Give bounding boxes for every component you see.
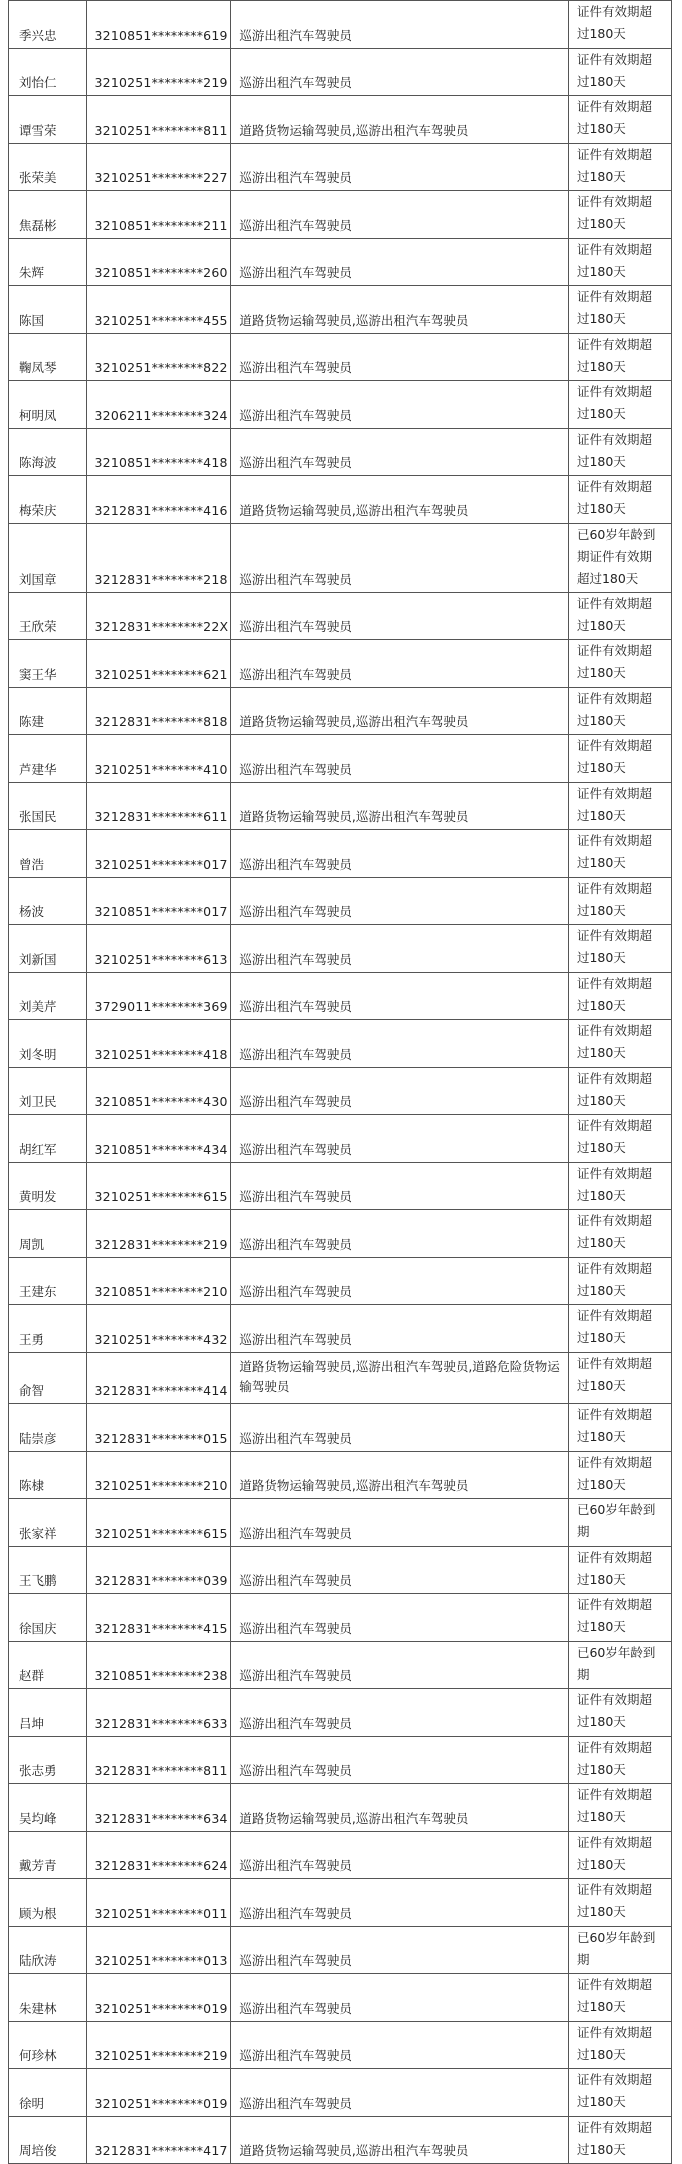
note-cell: 证件有效期超过180天 bbox=[568, 1879, 671, 1927]
note-cell: 证件有效期超过180天 bbox=[568, 333, 671, 381]
qualification-type-cell: 巡游出租汽车驾驶员 bbox=[231, 1020, 569, 1068]
id-number-cell: 3212831********634 bbox=[86, 1784, 231, 1832]
id-number-cell: 3210251********613 bbox=[86, 925, 231, 973]
table-row bbox=[9, 1404, 672, 1452]
qualification-type-cell: 道路货物运输驾驶员,巡游出租汽车驾驶员 bbox=[231, 1784, 569, 1832]
driver-name-cell: 张家祥 bbox=[9, 1499, 87, 1547]
driver-name-cell: 王勇 bbox=[9, 1305, 87, 1353]
qualification-type-cell: 巡游出租汽车驾驶员 bbox=[231, 1546, 569, 1594]
id-number-cell: 3210851********210 bbox=[86, 1257, 231, 1305]
driver-name-cell: 张志勇 bbox=[9, 1736, 87, 1784]
qualification-type-cell: 巡游出租汽车驾驶员 bbox=[231, 2021, 569, 2069]
driver-name-cell: 刘冬明 bbox=[9, 1020, 87, 1068]
qualification-type-cell: 巡游出租汽车驾驶员 bbox=[231, 830, 569, 878]
driver-name-cell: 王飞鹏 bbox=[9, 1546, 87, 1594]
note-cell: 证件有效期超过180天 bbox=[568, 2021, 671, 2069]
driver-name-cell: 刘国章 bbox=[9, 523, 87, 592]
driver-name-cell: 周培俊 bbox=[9, 2116, 87, 2164]
id-number-cell: 3210251********822 bbox=[86, 333, 231, 381]
qualification-type-cell: 巡游出租汽车驾驶员 bbox=[231, 1162, 569, 1210]
qualification-type-cell: 道路货物运输驾驶员,巡游出租汽车驾驶员 bbox=[231, 286, 569, 334]
qualification-type-cell: 道路货物运输驾驶员,巡游出租汽车驾驶员 bbox=[231, 2116, 569, 2164]
table-row bbox=[9, 1, 672, 49]
table-row bbox=[9, 1305, 672, 1353]
id-number-cell: 3212831********416 bbox=[86, 476, 231, 524]
qualification-type-cell: 巡游出租汽车驾驶员 bbox=[231, 1831, 569, 1879]
note-cell: 证件有效期超过180天 bbox=[568, 2116, 671, 2164]
qualification-type-cell: 巡游出租汽车驾驶员 bbox=[231, 1, 569, 49]
qualification-type-cell: 巡游出租汽车驾驶员 bbox=[231, 1210, 569, 1258]
table-row bbox=[9, 1831, 672, 1879]
driver-name-cell: 张国民 bbox=[9, 782, 87, 830]
note-cell: 证件有效期超过180天 bbox=[568, 2069, 671, 2117]
qualification-type-cell: 巡游出租汽车驾驶员 bbox=[231, 381, 569, 429]
note-cell: 证件有效期超过180天 bbox=[568, 830, 671, 878]
id-number-cell: 3210251********013 bbox=[86, 1926, 231, 1974]
qualification-type-cell: 巡游出租汽车驾驶员 bbox=[231, 1926, 569, 1974]
driver-name-cell: 吴均峰 bbox=[9, 1784, 87, 1832]
table-row bbox=[9, 381, 672, 429]
driver-name-cell: 柯明凤 bbox=[9, 381, 87, 429]
driver-name-cell: 刘怡仁 bbox=[9, 48, 87, 96]
note-cell: 证件有效期超过180天 bbox=[568, 735, 671, 783]
table-row bbox=[9, 1257, 672, 1305]
driver-table bbox=[8, 0, 672, 2164]
qualification-type-cell: 巡游出租汽车驾驶员 bbox=[231, 1641, 569, 1689]
driver-name-cell: 刘卫民 bbox=[9, 1067, 87, 1115]
driver-name-cell: 陈海波 bbox=[9, 428, 87, 476]
qualification-type-cell: 道路货物运输驾驶员,巡游出租汽车驾驶员 bbox=[231, 687, 569, 735]
note-cell: 证件有效期超过180天 bbox=[568, 1451, 671, 1499]
note-cell: 证件有效期超过180天 bbox=[568, 1067, 671, 1115]
id-number-cell: 3212831********039 bbox=[86, 1546, 231, 1594]
table-row bbox=[9, 830, 672, 878]
id-number-cell: 3210851********238 bbox=[86, 1641, 231, 1689]
qualification-type-cell: 巡游出租汽车驾驶员 bbox=[231, 640, 569, 688]
note-cell: 证件有效期超过180天 bbox=[568, 96, 671, 144]
table-row bbox=[9, 1546, 672, 1594]
note-cell: 证件有效期超过180天 bbox=[568, 1689, 671, 1737]
driver-name-cell: 刘美芹 bbox=[9, 972, 87, 1020]
table-row bbox=[9, 1162, 672, 1210]
id-number-cell: 3210251********410 bbox=[86, 735, 231, 783]
table-row bbox=[9, 2021, 672, 2069]
table-row bbox=[9, 1926, 672, 1974]
id-number-cell: 3206211********324 bbox=[86, 381, 231, 429]
table-row bbox=[9, 1115, 672, 1163]
driver-name-cell: 曾浩 bbox=[9, 830, 87, 878]
note-cell: 证件有效期超过180天 bbox=[568, 1305, 671, 1353]
table-row bbox=[9, 1736, 672, 1784]
id-number-cell: 3210851********017 bbox=[86, 877, 231, 925]
table-row bbox=[9, 592, 672, 640]
id-number-cell: 3210251********019 bbox=[86, 1974, 231, 2022]
note-cell: 证件有效期超过180天 bbox=[568, 640, 671, 688]
table-row bbox=[9, 877, 672, 925]
driver-name-cell: 陆崇彦 bbox=[9, 1404, 87, 1452]
qualification-type-cell: 道路货物运输驾驶员,巡游出租汽车驾驶员 bbox=[231, 782, 569, 830]
note-cell: 证件有效期超过180天 bbox=[568, 286, 671, 334]
table-row bbox=[9, 1210, 672, 1258]
note-cell: 证件有效期超过180天 bbox=[568, 1974, 671, 2022]
note-cell: 证件有效期超过180天 bbox=[568, 143, 671, 191]
note-cell: 证件有效期超过180天 bbox=[568, 1594, 671, 1642]
table-row bbox=[9, 1689, 672, 1737]
qualification-type-cell: 巡游出租汽车驾驶员 bbox=[231, 48, 569, 96]
note-cell: 证件有效期超过180天 bbox=[568, 782, 671, 830]
table-row bbox=[9, 1641, 672, 1689]
driver-name-cell: 周凯 bbox=[9, 1210, 87, 1258]
table-row bbox=[9, 1784, 672, 1832]
id-number-cell: 3210851********260 bbox=[86, 238, 231, 286]
table-row bbox=[9, 2069, 672, 2117]
note-cell: 证件有效期超过180天 bbox=[568, 1546, 671, 1594]
table-row bbox=[9, 191, 672, 239]
table-row bbox=[9, 523, 672, 592]
driver-name-cell: 鞠凤琴 bbox=[9, 333, 87, 381]
id-number-cell: 3210851********619 bbox=[86, 1, 231, 49]
note-cell: 已60岁年龄到期 bbox=[568, 1499, 671, 1547]
driver-name-cell: 陈建 bbox=[9, 687, 87, 735]
id-number-cell: 3210251********615 bbox=[86, 1499, 231, 1547]
id-number-cell: 3210251********227 bbox=[86, 143, 231, 191]
id-number-cell: 3212831********219 bbox=[86, 1210, 231, 1258]
table-row bbox=[9, 1020, 672, 1068]
driver-name-cell: 徐国庆 bbox=[9, 1594, 87, 1642]
id-number-cell: 3212831********811 bbox=[86, 1736, 231, 1784]
id-number-cell: 3210251********019 bbox=[86, 2069, 231, 2117]
note-cell: 证件有效期超过180天 bbox=[568, 1020, 671, 1068]
note-cell: 证件有效期超过180天 bbox=[568, 476, 671, 524]
qualification-type-cell: 巡游出租汽车驾驶员 bbox=[231, 238, 569, 286]
qualification-type-cell: 道路货物运输驾驶员,巡游出租汽车驾驶员 bbox=[231, 96, 569, 144]
note-cell: 已60岁年龄到期证件有效期超过180天 bbox=[568, 523, 671, 592]
table-row bbox=[9, 687, 672, 735]
driver-name-cell: 芦建华 bbox=[9, 735, 87, 783]
qualification-type-cell: 巡游出租汽车驾驶员 bbox=[231, 1974, 569, 2022]
note-cell: 证件有效期超过180天 bbox=[568, 972, 671, 1020]
qualification-type-cell: 巡游出租汽车驾驶员 bbox=[231, 2069, 569, 2117]
driver-name-cell: 窦王华 bbox=[9, 640, 87, 688]
id-number-cell: 3210251********811 bbox=[86, 96, 231, 144]
note-cell: 证件有效期超过180天 bbox=[568, 1, 671, 49]
note-cell: 证件有效期超过180天 bbox=[568, 1257, 671, 1305]
table-row bbox=[9, 1879, 672, 1927]
id-number-cell: 3212831********218 bbox=[86, 523, 231, 592]
qualification-type-cell: 巡游出租汽车驾驶员 bbox=[231, 428, 569, 476]
table-row bbox=[9, 476, 672, 524]
driver-name-cell: 俞智 bbox=[9, 1352, 87, 1404]
qualification-type-cell: 巡游出租汽车驾驶员 bbox=[231, 592, 569, 640]
id-number-cell: 3210251********011 bbox=[86, 1879, 231, 1927]
driver-name-cell: 陈国 bbox=[9, 286, 87, 334]
id-number-cell: 3212831********818 bbox=[86, 687, 231, 735]
table-row bbox=[9, 1974, 672, 2022]
id-number-cell: 3210251********418 bbox=[86, 1020, 231, 1068]
table-row bbox=[9, 782, 672, 830]
note-cell: 证件有效期超过180天 bbox=[568, 238, 671, 286]
qualification-type-cell: 巡游出租汽车驾驶员 bbox=[231, 1879, 569, 1927]
table-row bbox=[9, 286, 672, 334]
note-cell: 证件有效期超过180天 bbox=[568, 428, 671, 476]
note-cell: 证件有效期超过180天 bbox=[568, 925, 671, 973]
driver-name-cell: 王欣荣 bbox=[9, 592, 87, 640]
id-number-cell: 3210851********418 bbox=[86, 428, 231, 476]
driver-name-cell: 吕坤 bbox=[9, 1689, 87, 1737]
qualification-type-cell: 巡游出租汽车驾驶员 bbox=[231, 1689, 569, 1737]
id-number-cell: 3210251********219 bbox=[86, 2021, 231, 2069]
note-cell: 证件有效期超过180天 bbox=[568, 877, 671, 925]
note-cell: 证件有效期超过180天 bbox=[568, 191, 671, 239]
qualification-type-cell: 道路货物运输驾驶员,巡游出租汽车驾驶员 bbox=[231, 1451, 569, 1499]
id-number-cell: 3210251********615 bbox=[86, 1162, 231, 1210]
driver-name-cell: 刘新国 bbox=[9, 925, 87, 973]
note-cell: 证件有效期超过180天 bbox=[568, 592, 671, 640]
driver-name-cell: 杨波 bbox=[9, 877, 87, 925]
qualification-type-cell: 巡游出租汽车驾驶员 bbox=[231, 143, 569, 191]
driver-name-cell: 黄明发 bbox=[9, 1162, 87, 1210]
qualification-type-cell: 巡游出租汽车驾驶员 bbox=[231, 877, 569, 925]
qualification-type-cell: 巡游出租汽车驾驶员 bbox=[231, 735, 569, 783]
table-row bbox=[9, 735, 672, 783]
id-number-cell: 3210251********621 bbox=[86, 640, 231, 688]
driver-name-cell: 赵群 bbox=[9, 1641, 87, 1689]
id-number-cell: 3729011********369 bbox=[86, 972, 231, 1020]
table-row bbox=[9, 1067, 672, 1115]
id-number-cell: 3212831********633 bbox=[86, 1689, 231, 1737]
qualification-type-cell: 巡游出租汽车驾驶员 bbox=[231, 1115, 569, 1163]
id-number-cell: 3212831********414 bbox=[86, 1352, 231, 1404]
driver-name-cell: 何珍林 bbox=[9, 2021, 87, 2069]
driver-name-cell: 季兴忠 bbox=[9, 1, 87, 49]
note-cell: 证件有效期超过180天 bbox=[568, 1115, 671, 1163]
qualification-type-cell: 巡游出租汽车驾驶员 bbox=[231, 1499, 569, 1547]
id-number-cell: 3210251********455 bbox=[86, 286, 231, 334]
qualification-type-cell: 道路货物运输驾驶员,巡游出租汽车驾驶员,道路危险货物运输驾驶员 bbox=[231, 1352, 569, 1404]
qualification-type-cell: 巡游出租汽车驾驶员 bbox=[231, 925, 569, 973]
note-cell: 证件有效期超过180天 bbox=[568, 1352, 671, 1404]
note-cell: 已60岁年龄到期 bbox=[568, 1641, 671, 1689]
table-row bbox=[9, 143, 672, 191]
id-number-cell: 3210251********432 bbox=[86, 1305, 231, 1353]
note-cell: 已60岁年龄到期 bbox=[568, 1926, 671, 1974]
table-row bbox=[9, 2116, 672, 2164]
driver-name-cell: 陈棣 bbox=[9, 1451, 87, 1499]
driver-name-cell: 王建东 bbox=[9, 1257, 87, 1305]
note-cell: 证件有效期超过180天 bbox=[568, 1784, 671, 1832]
note-cell: 证件有效期超过180天 bbox=[568, 381, 671, 429]
note-cell: 证件有效期超过180天 bbox=[568, 1404, 671, 1452]
driver-name-cell: 张荣美 bbox=[9, 143, 87, 191]
note-cell: 证件有效期超过180天 bbox=[568, 1162, 671, 1210]
id-number-cell: 3212831********624 bbox=[86, 1831, 231, 1879]
driver-name-cell: 陆欣涛 bbox=[9, 1926, 87, 1974]
table-row bbox=[9, 925, 672, 973]
note-cell: 证件有效期超过180天 bbox=[568, 1736, 671, 1784]
table-row bbox=[9, 333, 672, 381]
id-number-cell: 3210851********434 bbox=[86, 1115, 231, 1163]
qualification-type-cell: 巡游出租汽车驾驶员 bbox=[231, 1594, 569, 1642]
driver-name-cell: 梅荣庆 bbox=[9, 476, 87, 524]
table-row bbox=[9, 238, 672, 286]
driver-name-cell: 徐明 bbox=[9, 2069, 87, 2117]
note-cell: 证件有效期超过180天 bbox=[568, 1831, 671, 1879]
id-number-cell: 3210851********211 bbox=[86, 191, 231, 239]
qualification-type-cell: 道路货物运输驾驶员,巡游出租汽车驾驶员 bbox=[231, 476, 569, 524]
note-cell: 证件有效期超过180天 bbox=[568, 687, 671, 735]
driver-name-cell: 焦磊彬 bbox=[9, 191, 87, 239]
table-row bbox=[9, 640, 672, 688]
driver-name-cell: 戴芳青 bbox=[9, 1831, 87, 1879]
id-number-cell: 3212831********417 bbox=[86, 2116, 231, 2164]
id-number-cell: 3212831********611 bbox=[86, 782, 231, 830]
id-number-cell: 3210251********210 bbox=[86, 1451, 231, 1499]
id-number-cell: 3212831********415 bbox=[86, 1594, 231, 1642]
driver-name-cell: 顾为根 bbox=[9, 1879, 87, 1927]
id-number-cell: 3210251********219 bbox=[86, 48, 231, 96]
qualification-type-cell: 巡游出租汽车驾驶员 bbox=[231, 972, 569, 1020]
note-cell: 证件有效期超过180天 bbox=[568, 1210, 671, 1258]
table-row bbox=[9, 972, 672, 1020]
id-number-cell: 3212831********015 bbox=[86, 1404, 231, 1452]
note-cell: 证件有效期超过180天 bbox=[568, 48, 671, 96]
table-row bbox=[9, 1499, 672, 1547]
table-row bbox=[9, 428, 672, 476]
qualification-type-cell: 巡游出租汽车驾驶员 bbox=[231, 1257, 569, 1305]
qualification-type-cell: 巡游出租汽车驾驶员 bbox=[231, 191, 569, 239]
qualification-type-cell: 巡游出租汽车驾驶员 bbox=[231, 1067, 569, 1115]
table-row bbox=[9, 1594, 672, 1642]
table-row bbox=[9, 96, 672, 144]
table-row bbox=[9, 48, 672, 96]
id-number-cell: 3212831********22X bbox=[86, 592, 231, 640]
qualification-type-cell: 巡游出租汽车驾驶员 bbox=[231, 1736, 569, 1784]
table-row bbox=[9, 1352, 672, 1404]
qualification-type-cell: 巡游出租汽车驾驶员 bbox=[231, 523, 569, 592]
driver-name-cell: 胡红军 bbox=[9, 1115, 87, 1163]
driver-name-cell: 谭雪荣 bbox=[9, 96, 87, 144]
qualification-type-cell: 巡游出租汽车驾驶员 bbox=[231, 1404, 569, 1452]
qualification-type-cell: 巡游出租汽车驾驶员 bbox=[231, 1305, 569, 1353]
driver-name-cell: 朱建林 bbox=[9, 1974, 87, 2022]
table-row bbox=[9, 1451, 672, 1499]
id-number-cell: 3210851********430 bbox=[86, 1067, 231, 1115]
driver-table-body bbox=[9, 1, 672, 2164]
id-number-cell: 3210251********017 bbox=[86, 830, 231, 878]
qualification-type-cell: 巡游出租汽车驾驶员 bbox=[231, 333, 569, 381]
driver-name-cell: 朱辉 bbox=[9, 238, 87, 286]
